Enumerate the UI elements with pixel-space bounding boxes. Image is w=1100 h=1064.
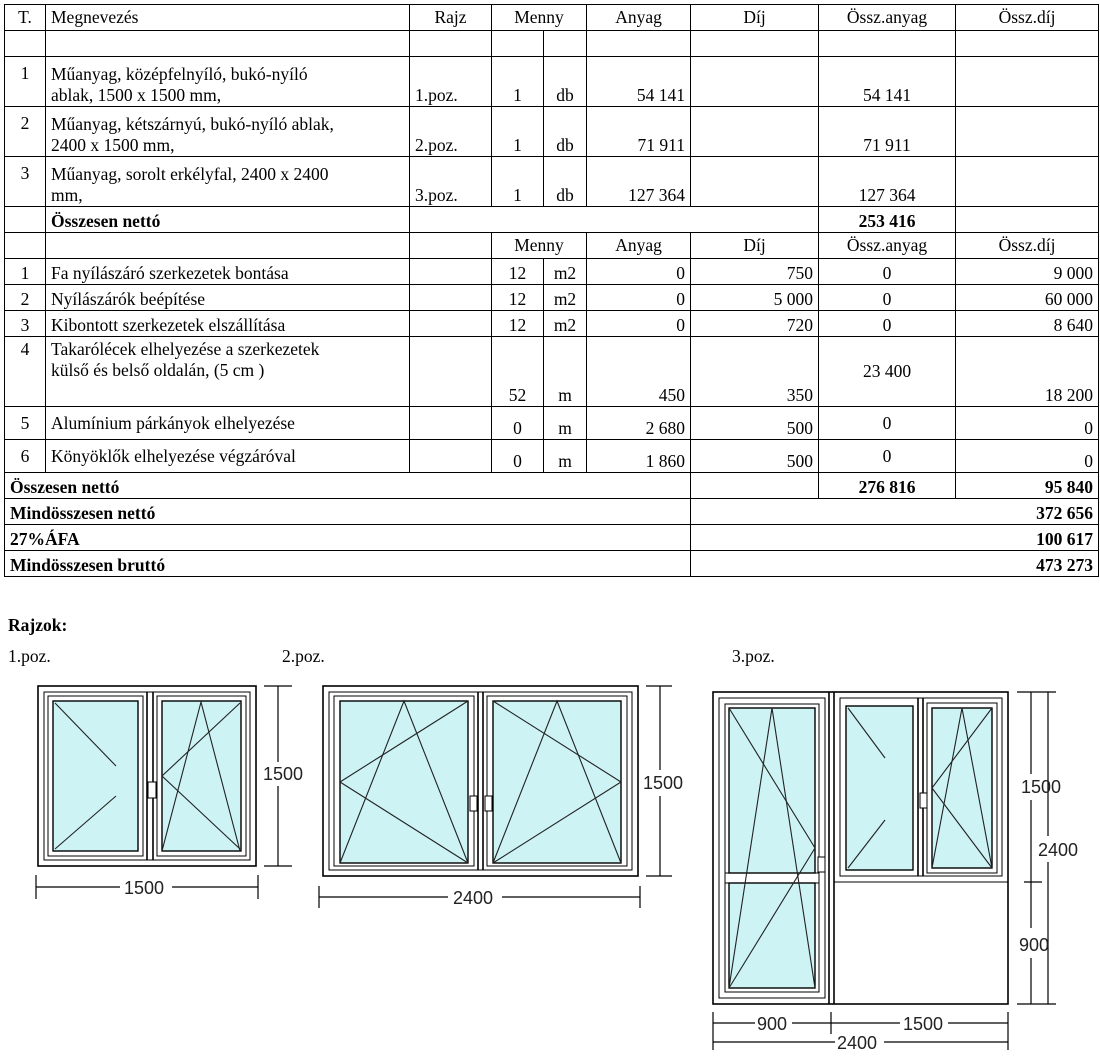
header-t: T. [5, 5, 46, 31]
summary-row: Mindösszesen bruttó 473 273 [5, 551, 1099, 577]
pos3-label: 3.poz. [732, 646, 775, 666]
header-anyag: Anyag [587, 5, 691, 31]
header-rajz: Rajz [410, 5, 492, 31]
pos3-height-total-dim: 2400 [1038, 840, 1079, 860]
works-total-anyag: 276 816 [819, 473, 956, 499]
header-ossz-dij: Össz.díj [956, 5, 1099, 31]
windows-total-value: 253 416 [819, 207, 956, 233]
table-row: 3 Kibontott szerkezetek elszállítása 12 m2 0 720 0 8 640 [5, 311, 1099, 337]
window-drawing-pos3 [713, 692, 1078, 1053]
work-name: Takarólécek elhelyezése a szerkezetek külső és belső oldalán, (5 cm ) [46, 337, 410, 407]
pos3-height-top-dim: 1500 [1021, 777, 1062, 797]
pos2-width-dim: 2400 [453, 888, 494, 908]
work-name: Alumínium párkányok elhelyezése [46, 407, 410, 440]
table-row: 4 Takarólécek elhelyezése a szerkezetek külső és belső oldalán, (5 cm ) 52 m 450 350 23 400 18 200 [5, 337, 1099, 407]
pos3-height-bottom-dim: 900 [1019, 935, 1050, 955]
table-row: 6 Könyöklők elhelyezése végzáróval 0 m 1 860 500 0 0 [5, 440, 1099, 473]
work-name: Fa nyílászáró szerkezetek bontása [46, 259, 410, 285]
item-name: Műanyag, sorolt erkélyfal, 2400 x 2400 mm, [46, 157, 410, 207]
works-total-row: Összesen nettó 276 816 95 840 [5, 473, 1099, 499]
window-drawing-pos1 [36, 686, 303, 899]
pos3-width-total-dim: 2400 [837, 1033, 878, 1053]
item-name: Műanyag, középfelnyíló, bukó-nyíló ablak, 1500 x 1500 mm, [46, 57, 410, 107]
work-name: Nyílászárók beépítése [46, 285, 410, 311]
header-name: Megnevezés [46, 5, 410, 31]
pos3-width-right-dim: 1500 [903, 1014, 944, 1034]
pos2-label: 2.poz. [282, 646, 325, 666]
works-total-dij: 95 840 [956, 473, 1099, 499]
table-row: 2 Műanyag, kétszárnyú, bukó-nyíló ablak, 2400 x 1500 mm, 2.poz. 1 db 71 911 71 911 [5, 107, 1099, 157]
header-dij: Díj [691, 5, 819, 31]
subheader-row: Menny Anyag Díj Össz.anyag Össz.díj [5, 233, 1099, 259]
work-name: Könyöklők elhelyezése végzáróval [46, 440, 410, 473]
pos2-height-dim: 1500 [643, 773, 684, 793]
drawings-title: Rajzok: [8, 615, 68, 635]
table-row: 3 Műanyag, sorolt erkélyfal, 2400 x 2400 mm, 3.poz. 1 db 127 364 127 364 [5, 157, 1099, 207]
pos1-label: 1.poz. [8, 646, 51, 666]
header-ossz-anyag: Össz.anyag [819, 5, 956, 31]
table-row: 1 Fa nyílászáró szerkezetek bontása 12 m2 0 750 0 9 000 [5, 259, 1099, 285]
header-menny: Menny [492, 5, 587, 31]
table-row: 1 Műanyag, középfelnyíló, bukó-nyíló ablak, 1500 x 1500 mm, 1.poz. 1 db 54 141 54 141 [5, 57, 1099, 107]
pos1-height-dim: 1500 [263, 764, 304, 784]
window-drawing-pos2 [319, 686, 683, 908]
summary-row: Mindösszesen nettó 372 656 [5, 499, 1099, 525]
pos3-width-left-dim: 900 [757, 1014, 788, 1034]
pos1-width-dim: 1500 [124, 878, 165, 898]
work-name: Kibontott szerkezetek elszállítása [46, 311, 410, 337]
table-row: 2 Nyílászárók beépítése 12 m2 0 5 000 0 60 000 [5, 285, 1099, 311]
windows-total-row: Összesen nettó 253 416 [5, 207, 1099, 233]
summary-row: 27%ÁFA 100 617 [5, 525, 1099, 551]
item-name: Műanyag, kétszárnyú, bukó-nyíló ablak, 2400 x 1500 mm, [46, 107, 410, 157]
table-row: 5 Alumínium párkányok elhelyezése 0 m 2 680 500 0 0 [5, 407, 1099, 440]
